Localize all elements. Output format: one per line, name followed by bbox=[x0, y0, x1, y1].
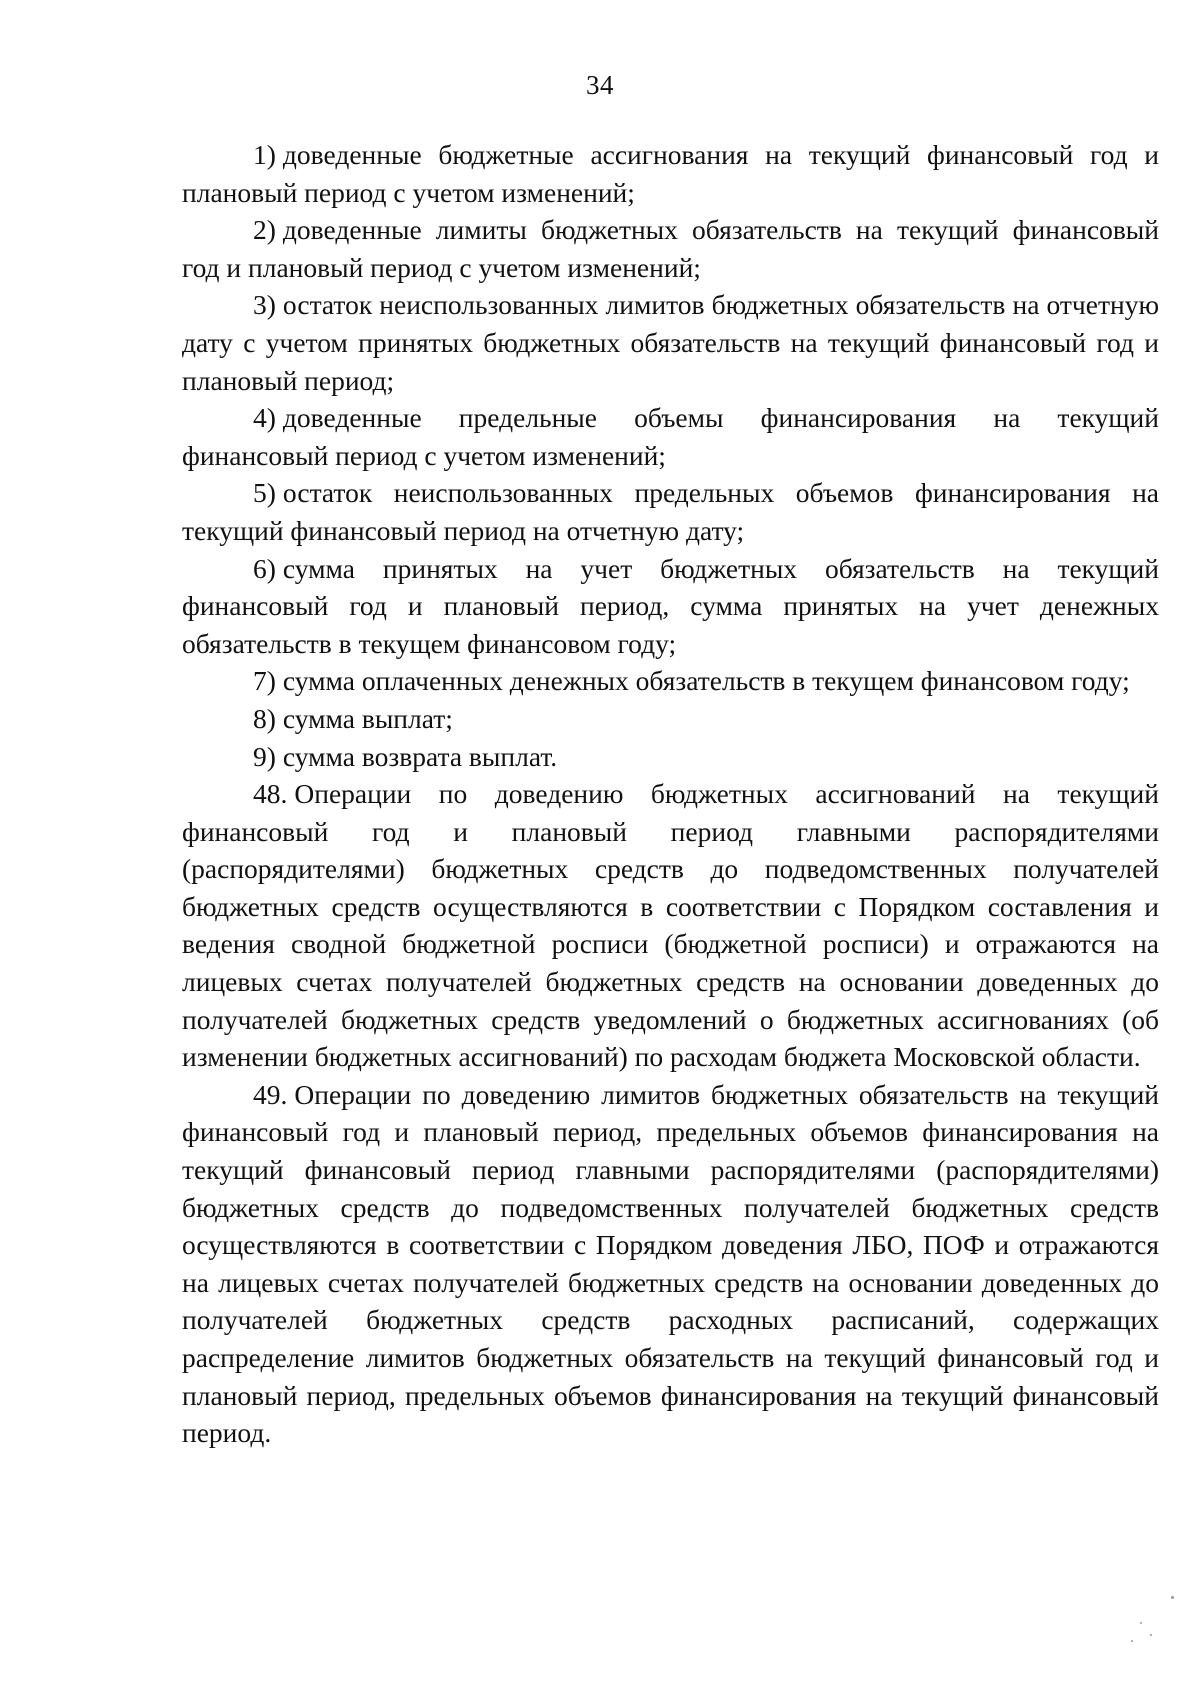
item-text: остаток неиспользованных предельных объемов финансирования на текущий финансовый период на отчетную дату; bbox=[182, 477, 1159, 546]
item-number: 7) bbox=[253, 665, 276, 697]
item-number: 5) bbox=[253, 477, 276, 509]
item-number: 8) bbox=[253, 702, 276, 734]
scan-speck bbox=[1131, 1640, 1133, 1642]
item-number: 6) bbox=[253, 552, 276, 584]
document-body bbox=[182, 136, 1159, 1452]
list-item bbox=[182, 474, 1159, 549]
item-text: доведенные предельные объемы финансирования на текущий финансовый период с учетом изменений; bbox=[182, 402, 1159, 471]
clause-48 bbox=[182, 775, 1159, 1076]
list-item bbox=[182, 286, 1159, 399]
item-text: сумма принятых на учет бюджетных обязательств на текущий финансовый год и плановый период, сумма принятых на учет денежных обязательств в текущем финансовом году; bbox=[182, 552, 1159, 659]
clause-number: 48. bbox=[253, 778, 288, 810]
clause-text: Операции по доведению бюджетных ассигнований на текущий финансовый год и плановый период главными распорядителями (распорядителями) бюджетных средств до подведомственных получателей бюджетных средств осуществляются в соответствии с Порядком составления и ведения сводной бюджетной росписи (бюджетной росписи) и отражаются на лицевых счетах получателей бюджетных средств на основании доведенных до получателей бюджетных средств уведомлений о бюджетных ассигнованиях (об изменении бюджетных ассигнований) по расходам бюджета Московской области. bbox=[182, 778, 1159, 1073]
item-number: 1) bbox=[253, 139, 276, 170]
item-text: остаток неиспользованных лимитов бюджетных обязательств на отчетную дату с учетом принятых бюджетных обязательств на текущий финансовый год и плановый период; bbox=[182, 289, 1159, 396]
item-number: 2) bbox=[253, 214, 276, 246]
scan-speck bbox=[1150, 1634, 1152, 1636]
clause-49 bbox=[182, 1076, 1159, 1452]
list-item bbox=[182, 211, 1159, 286]
scan-speck bbox=[1140, 1622, 1142, 1624]
clause-text: Операции по доведению лимитов бюджетных обязательств на текущий финансовый год и плановый период, предельных объемов финансирования на текущий финансовый период главными распорядителями (распорядителями) бюджетных средств до подведомственных получателей бюджетных средств осуществляются в соответствии с Порядком доведения ЛБО, ПОФ и отражаются на лицевых счетах получателей бюджетных средств на основании доведенных до получателей бюджетных средств расходных расписаний, содержащих распределение лимитов бюджетных обязательств на текущий финансовый год и плановый период, предельных объемов финансирования на текущий финансовый период. bbox=[182, 1078, 1159, 1449]
list-item bbox=[182, 136, 1159, 211]
item-text: сумма выплат; bbox=[282, 702, 453, 734]
item-text: сумма возврата выплат. bbox=[282, 740, 558, 772]
list-item bbox=[182, 662, 1159, 700]
page-number: 34 bbox=[586, 70, 614, 100]
item-number: 9) bbox=[253, 740, 276, 772]
list-item bbox=[182, 399, 1159, 474]
list-item bbox=[182, 550, 1159, 663]
item-text: доведенные бюджетные ассигнования на текущий финансовый год и плановый период с учетом изменений; bbox=[182, 139, 1159, 208]
scan-speck bbox=[1171, 1596, 1174, 1599]
list-item bbox=[182, 700, 1159, 738]
item-text: доведенные лимиты бюджетных обязательств на текущий финансовый год и плановый период с учетом изменений; bbox=[182, 214, 1159, 283]
list-item bbox=[182, 738, 1159, 776]
clause-number: 49. bbox=[253, 1078, 288, 1110]
item-number: 4) bbox=[253, 402, 276, 434]
item-number: 3) bbox=[253, 289, 276, 321]
item-text: сумма оплаченных денежных обязательств в текущем финансовом году; bbox=[282, 665, 1130, 697]
